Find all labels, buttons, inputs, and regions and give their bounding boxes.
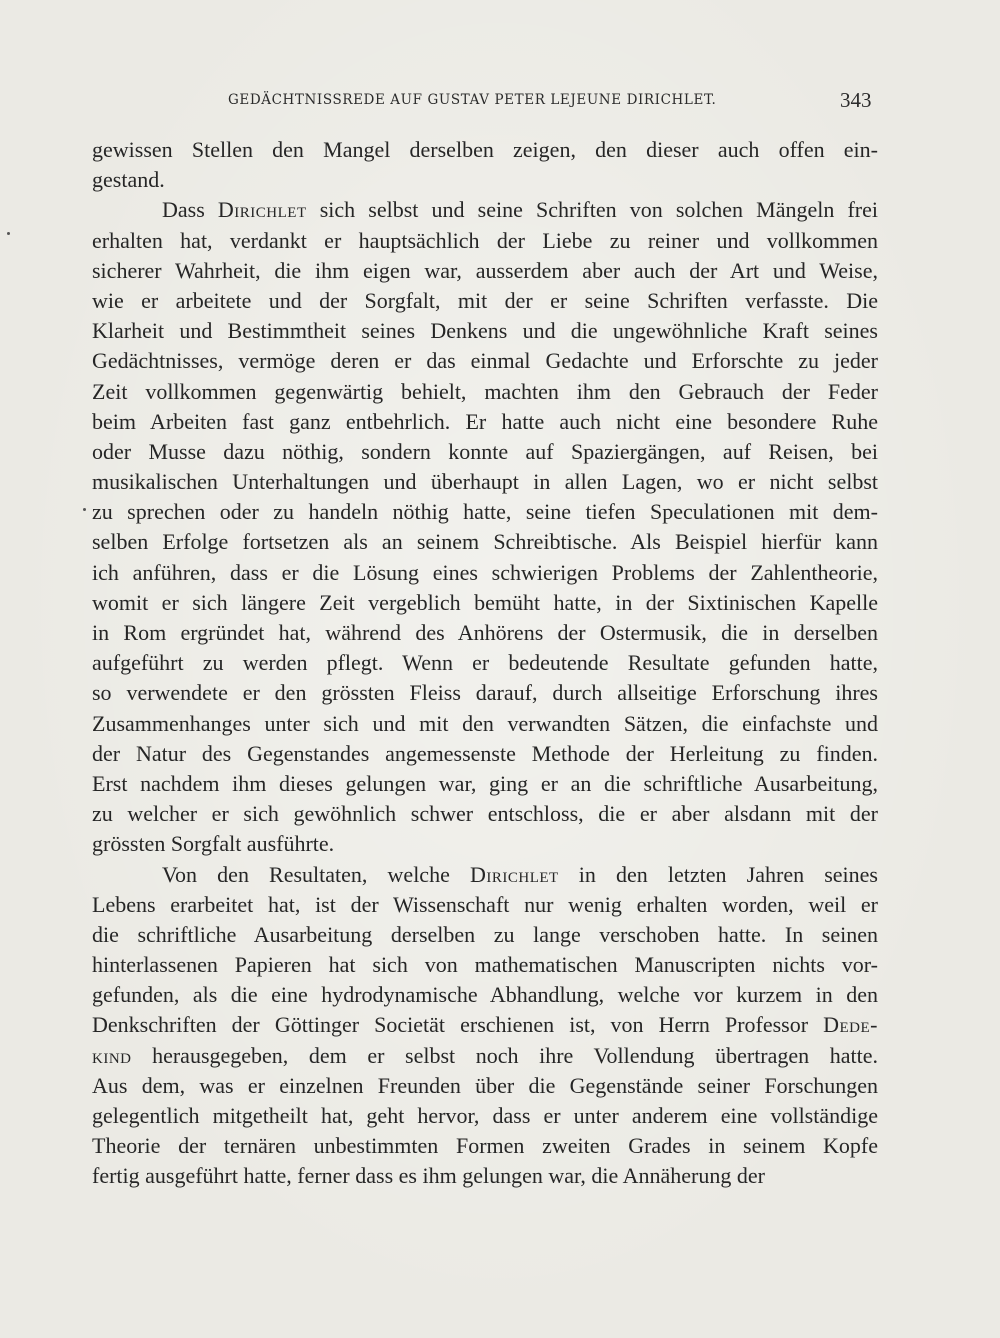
text-line	[92, 618, 878, 648]
text-run: sich selbst und seine Schriften von solchen Mängeln frei	[306, 197, 878, 223]
text-run: musikalischen Unterhaltungen und überhaupt in allen Lagen, wo er nicht selbst	[92, 469, 878, 495]
text-line	[92, 739, 878, 769]
text-line	[92, 769, 878, 799]
text-line	[92, 920, 878, 950]
small-caps-name: Dirichlet	[469, 861, 559, 887]
text-line	[92, 890, 878, 920]
text-run: gelegentlich mitgetheilt hat, geht hervor, dass er unter anderem eine vollständige	[92, 1103, 878, 1128]
text-line	[92, 346, 878, 376]
text-line	[92, 678, 878, 708]
text-run: erhalten hat, verdankt er hauptsächlich der Liebe zu reiner und vollkommen	[92, 227, 878, 253]
text-run: Theorie der ternären unbestimmten Formen zweiten Grades in seinem Kopfe	[92, 1133, 878, 1159]
running-head: GEDÄCHTNISSREDE AUF GUSTAV PETER LEJEUNE DIRICHLET.	[228, 92, 717, 108]
text-run: ich anführen, dass er die Lösung eines schwierigen Problems der Zahlentheorie,	[92, 559, 878, 585]
text-run: sicherer Wahrheit, die ihm eigen war, ausserdem aber auch der Art und Weise,	[92, 257, 878, 283]
text-line	[92, 316, 878, 346]
text-run: gewissen Stellen den Mangel derselben zeigen, den dieser auch offen ein-	[92, 137, 878, 162]
small-caps-name: Dede-	[823, 1012, 878, 1038]
text-line	[92, 1131, 878, 1161]
text-line	[92, 1041, 878, 1071]
text-run: Von den Resultaten, welche	[162, 861, 470, 887]
text-run: so verwendete er den grössten Fleiss darauf, durch allseitige Erforschung ihres	[92, 680, 878, 706]
text-line	[92, 135, 878, 165]
text-line	[92, 527, 878, 557]
text-line	[92, 226, 878, 256]
text-run: in den letzten Jahren seines	[558, 861, 878, 887]
text-line	[92, 950, 878, 980]
text-line	[92, 1161, 878, 1191]
text-line	[92, 1071, 878, 1101]
text-run: Erst nachdem ihm dieses gelungen war, ging er an die schriftliche Ausarbeitung,	[92, 770, 878, 796]
text-run: zu sprechen oder zu handeln nöthig hatte, seine tiefen Speculationen mit dem-	[92, 499, 878, 525]
text-run: Aus dem, was er einzelnen Freunden über die Gegenstände seiner Forschungen	[92, 1072, 878, 1098]
text-line	[92, 256, 878, 286]
text-run: Gedächtnisses, vermöge deren er das einmal Gedachte und Erforschte zu jeder	[92, 348, 878, 374]
text-run: die schriftliche Ausarbeitung derselben zu lange verschoben hatte. In seinen	[92, 921, 878, 947]
text-run: wie er arbeitete und der Sorgfalt, mit der er seine Schriften verfasste. Die	[92, 287, 878, 313]
text-run: Lebens erarbeitet hat, ist der Wissenschaft nur wenig erhalten worden, weil er	[92, 891, 878, 917]
paragraph	[92, 860, 878, 1192]
text-run: beim Arbeiten fast ganz entbehrlich. Er hatte auch nicht eine besondere Ruhe	[92, 408, 878, 434]
text-line	[92, 437, 878, 467]
margin-speck	[83, 508, 86, 511]
text-line	[92, 709, 878, 739]
text-run: oder Musse dazu nöthig, sondern konnte auf Spaziergängen, auf Reisen, bei	[92, 438, 878, 464]
text-run: der Natur des Gegenstandes angemessenste Methode der Herleitung zu finden.	[92, 740, 878, 766]
text-line	[92, 407, 878, 437]
small-caps-name: kind	[92, 1042, 132, 1068]
text-line	[92, 980, 878, 1010]
text-run: Denkschriften der Göttinger Societät erschienen ist, von Herrn Professor	[92, 1012, 824, 1038]
small-caps-name: Dirichlet	[217, 197, 307, 223]
text-run: zu welcher er sich gewöhnlich schwer entschloss, die er aber alsdann mit der	[92, 801, 878, 827]
text-line	[92, 558, 878, 588]
text-run: aufgeführt zu werden pflegt. Wenn er bedeutende Resultate gefunden hatte,	[92, 650, 878, 676]
text-run: in Rom ergründet hat, während des Anhörens der Ostermusik, die in derselben	[92, 620, 878, 645]
text-run: Klarheit und Bestimmtheit seines Denkens und die ungewöhnliche Kraft seines	[92, 318, 878, 344]
text-line	[92, 377, 878, 407]
page-number: 343	[840, 88, 872, 112]
text-run: grössten Sorgfalt ausführte.	[92, 831, 335, 857]
body-text	[92, 135, 878, 1192]
text-line	[92, 195, 878, 225]
text-run: gefunden, als die eine hydrodynamische Abhandlung, welche vor kurzem in den	[92, 982, 878, 1008]
paragraph	[92, 195, 878, 859]
text-run: womit er sich längere Zeit vergeblich bemüht hatte, in der Sixtinischen Kapelle	[92, 589, 878, 615]
margin-speck	[7, 232, 10, 235]
text-run: hinterlassenen Papieren hat sich von mathematischen Manuscripten nichts vor-	[92, 952, 878, 978]
text-line	[92, 1101, 878, 1131]
text-run: fertig ausgeführt hatte, ferner dass es ihm gelungen war, die Annäherung der	[92, 1163, 765, 1189]
paragraph	[92, 135, 878, 195]
text-run: selben Erfolge fortsetzen als an seinem Schreibtische. Als Beispiel hierfür kann	[92, 529, 878, 555]
text-run: Zeit vollkommen gegenwärtig behielt, machten ihm den Gebrauch der Feder	[92, 378, 878, 404]
text-run: Dass	[162, 197, 218, 223]
text-line	[92, 1010, 878, 1040]
text-line	[92, 648, 878, 678]
text-line	[92, 860, 878, 890]
text-line	[92, 467, 878, 497]
text-line	[92, 799, 878, 829]
text-run: gestand.	[92, 167, 165, 193]
text-run: Zusammenhanges unter sich und mit den verwandten Sätzen, die einfachste und	[92, 710, 878, 736]
text-line	[92, 165, 878, 195]
text-line	[92, 497, 878, 527]
text-line	[92, 286, 878, 316]
text-line	[92, 588, 878, 618]
text-line	[92, 829, 878, 859]
text-run: herausgegeben, dem er selbst noch ihre Vollendung übertragen hatte.	[131, 1042, 878, 1068]
